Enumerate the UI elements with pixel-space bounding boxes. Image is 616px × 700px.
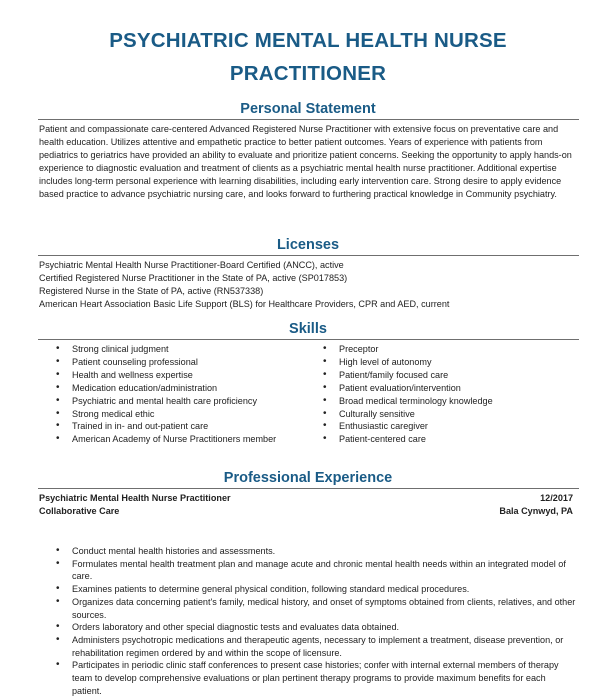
job-title: Psychiatric Mental Health Nurse Practitioner (39, 493, 231, 503)
skill-item: • Strong clinical judgment (56, 343, 300, 356)
experience-bullet: • Participates in periodic clinic staff conferences to present case histories; confer with internal external members of therapy team to develop comprehensive evaluations or plan pertinent therapy programs to provide maximum benefits for each patient. (56, 659, 576, 697)
skill-item: • Trained in in- and out-patient care (56, 420, 300, 433)
skill-item: • American Academy of Nurse Practitioners member (56, 433, 282, 446)
experience-bullet: • Conduct mental health histories and assessments. (56, 545, 576, 558)
skill-item: • Medication education/administration (56, 382, 300, 395)
skill-item: • Patient/family focused care (323, 369, 579, 382)
job-date: 12/2017 (540, 493, 573, 503)
skill-item: • Health and wellness expertise (56, 369, 300, 382)
skill-item: • Strong medical ethic (56, 408, 300, 421)
license-item: Certified Registered Nurse Practitioner in the State of PA, active (SP017853) (39, 273, 348, 283)
experience-bullet: • Examines patients to determine general physical condition, following standard medical procedures. (56, 583, 576, 596)
skills-list-left (56, 343, 300, 446)
experience-bullet: • Administers psychotropic medications and therapeutic agents, necessary to implement a treatment, disease prevention, or rehabilitation regimen ordered by and within the scope of licensure. (56, 634, 576, 659)
skill-item: • Psychiatric and mental health care proficiency (56, 395, 300, 408)
company-name: Collaborative Care (39, 506, 120, 516)
skill-item: • Broad medical terminology knowledge (323, 395, 579, 408)
skill-item: • Patient evaluation/intervention (323, 382, 579, 395)
experience-heading: Professional Experience (223, 470, 393, 486)
licenses-divider (38, 255, 579, 256)
skill-item: • Preceptor (323, 343, 579, 356)
personal-statement-heading: Personal Statement (240, 101, 376, 117)
experience-bullet: • Organizes data concerning patient's family, medical history, and onset of symptoms obtained from clients, relatives, and other sources. (56, 596, 576, 621)
skill-item: • Culturally sensitive (323, 408, 579, 421)
name-heading-line-1: PSYCHIATRIC MENTAL HEALTH NURSE (109, 29, 507, 52)
skill-item: • Enthusiastic caregiver (323, 420, 579, 433)
experience-bullets (56, 545, 576, 697)
personal-statement-divider (38, 119, 579, 120)
license-item: Psychiatric Mental Health Nurse Practitioner-Board Certified (ANCC), active (39, 260, 344, 270)
licenses-heading: Licenses (276, 237, 340, 253)
experience-bullet: • Formulates mental health treatment plan and manage acute and chronic mental health needs within an integrated model of care. (56, 558, 576, 583)
job-location: Bala Cynwyd, PA (499, 506, 573, 516)
experience-bullet: • Orders laboratory and other special diagnostic tests and evaluates data obtained. (56, 621, 576, 634)
skills-heading: Skills (289, 321, 327, 337)
skills-divider (38, 339, 579, 340)
skill-item: • Patient-centered care (323, 433, 579, 446)
skills-list-right (323, 343, 579, 446)
license-item: American Heart Association Basic Life Support (BLS) for Healthcare Providers, CPR and AED, current (39, 299, 450, 309)
license-item: Registered Nurse in the State of PA, active (RN537338) (39, 286, 264, 296)
experience-divider (38, 488, 579, 489)
name-heading-line-2: PRACTITIONER (229, 62, 387, 85)
personal-statement-text: Patient and compassionate care-centered Advanced Registered Nurse Practitioner with extensive focus on preventative care and health education. Utilizes attentive and empathetic practice to better patient outcomes. Years of experience with patients from pediatrics to geriatrics have provided an ability to evaluate and prioritize patient concerns. Seeking the opportunity to apply hands-on experience to diagnostic evaluation and treatment of clients as a psychiatric mental health nurse practitioner. Additional expertise includes long-term personal experience with learning disabilities, including early intervention care. Strong desire to apply evidence based practice to advance psychiatric nursing care, and looks forward to furthering practical knowledge in Community psychiatry. (39, 124, 572, 199)
skill-item: • High level of autonomy (323, 356, 579, 369)
skill-item: • Patient counseling professional (56, 356, 300, 369)
